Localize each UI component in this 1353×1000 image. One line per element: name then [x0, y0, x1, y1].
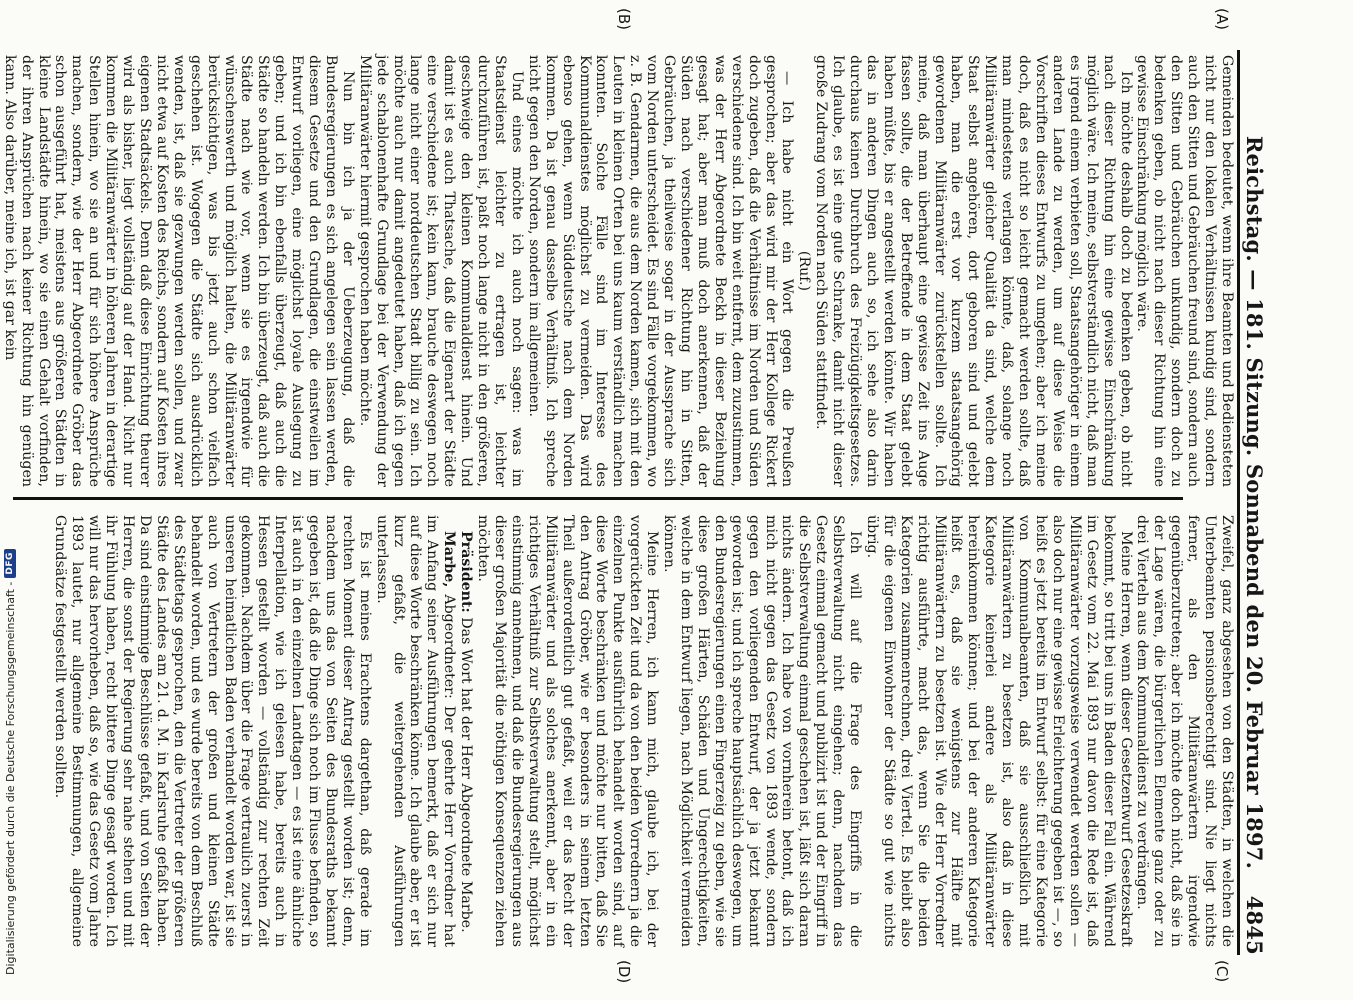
margin-mark-c: (C): [1213, 960, 1231, 983]
right-text-column: [52, 515, 1235, 947]
margin-mark-d: (D): [615, 960, 633, 984]
president-remark: [457, 515, 474, 947]
paragraph: Nun bin ich ja der Ueberzeugung, daß die Bundesregierungen es sich angelegen sein lassen werden, diesem Gesetze und den Grundlagen, die einstweilen im Entwurf vorliegen, eine möglichst loyale Auslegung zu geben; und ich bin ebenfalls überzeugt, daß auch die Städte so handeln werden. Ich bin überzeugt, daß auch die Städte nach wie vor, wenn sie es irgendwie für wünschenswerth und möglich halten, die Militäranwärter berücksichtigen, was bis jetzt auch schon vielfach geschehen ist. Wogegen die Städte sich ausdrücklich wenden, ist, daß sie gezwungen werden sollen, und zwar nicht etwa auf Kosten des Reichs, sondern auf Kosten ihres eigenen Stadtsäckels. Denn daß diese Einrichtung theurer wird als bisher, liegt vollständig auf der Hand. Nicht nur kommen die Militäranwärter in höheren Jahren in derartige Stellen hinein, wo sie an und für sich höhere Ansprüche machen, sondern, wie der Herr Abgeordnete Gröber das schon ausgeführt hat, meistens aus größeren Städten in kleine Landstädte hinein, wo sie einen Gehalt vorfinden, der ihren Ansprüchen nach keiner Richtung hin genügen kann. Also darüber, meine ich, ist gar kein: [1, 55, 356, 487]
margin-mark-b: (B): [615, 8, 633, 30]
paragraph: Und eines möchte ich auch noch sagen: was im Staatsdienst leichter zu ertragen ist, leichter durchzuführen ist, paßt noch lange nicht in den größeren, geschweige den kleinen Kommunaldienst hinein. Und damit ist es auch Thatsache, daß die Eigenart der Städte eine verschiedene ist; kein kann, brauche deswegen noch lange nicht einer norddeutschen Stadt billig zu sein. Ich möchte auch nur damit angedeutet haben, daß ich gegen jede schablonenhafte Grundlage bei der Verwendung der Militäranwärter hiermit gesprochen haben möchte.: [356, 55, 525, 487]
president-text: Das Wort hat der Herr Abgeordnete Marbe.: [458, 617, 475, 933]
paragraph: Es ist meines Erachtens dargethan, daß gerade im rechten Moment dieser Antrag gestellt worden ist; denn, nachdem uns das von Seiten des Bundesraths bekannt gegeben ist, daß die Dinge sich noch im Flusse befinden, so ist auch in den einzelnen Landtagen — es ist eine ähnliche Interpellation, wie ich gelesen habe, bereits auch in Hessen gestellt worden — vollständig zur rechten Zeit gekommen. Nachdem über die Frage vertraulich zuerst in unseren heimatlichen Baden verhandelt worden war, ist sie auch von Vertretern der großen und kleinen Städte behandelt worden, und es wurde bereits von dem Beschluß des Städtetags gesprochen, den die Vertreter der größeren Städte des Landes am 21. d. M. in Karlsruhe gefaßt haben. Da sind einstimmige Beschlüsse gefaßt, und von Seiten der Herren, die sonst der Regierung sehr nahe stehen und mit ihr Fühlung haben, recht bittere Dinge gesagt worden. Ich will nur das hervorheben, daß so, wie das Gesetz vom Jahre 1893 lautet, nur allgemeine Bestimmungen, allgemeine Grundsätze festgestellt werden sollten.: [52, 515, 373, 947]
paragraph: — Ich habe nicht ein Wort gegen die Preußen gesprochen; aber das wird mir der Herr Kollege Rickert doch zugeben, daß die Verhältnisse im Norden und Süden verschiedene sind. Ich bin weit entfernt, dem zuzustimmen, was der Herr Abgeordnete Beckh in dieser Beziehung gesagt hat; aber man muß doch anerkennen, daß der Süden nach verschiedener Richtung hin in Sitten, Gebräuchen, ja theilweise sogar in der Aussprache sich vom Norden unterscheidet. Es sind Fälle vorgekommen, wo z. B. Gendarmen, die aus dem Norden kamen, sich mit den Leuten in kleinen Orten bei uns kaum verständlich machen konnten. Solche Fälle sind im Interesse des Kommunaldienstes möglichst zu vermeiden. Das wird ebenso gehen, wenn Süddeutsche nach dem Norden kommen. Da ist genau dasselbe Verhältniß. Ich spreche nicht gegen den Norden, sondern im allgemeinen.: [525, 55, 796, 487]
digitization-credit: [0, 0, 22, 1000]
credit-text: Digitalisierung gefördert durch die Deutsche Forschungsgemeinschaft -: [3, 581, 17, 975]
header-title: Reichstag. — 181. Sitzung. Sonnabend den 20. Februar 1897.: [1242, 135, 1267, 870]
column-divider: [13, 497, 1183, 500]
interjection: (Ruf.): [796, 250, 813, 292]
paragraph: Zweifel, ganz abgesehen von den Städten, in welchen die Unterbeamten pensionsberechtigt sind. Nie liegt nichts ferner, als den Militäranwärtern irgendwie gegenüberzutreten; aber ich möchte doch nicht, daß sie in der Lage wären, die bürgerlichen Elemente ganz oder zu drei Vierteln aus dem Kommunaldienst zu verdrängen.: [1134, 515, 1235, 947]
paragraph: Gemeinden bedeutet, wenn ihre Beamten und Bediensteten nicht nur den lokalen Verhältnissen kundig sind, sondern auch den Sitten und Gebräuchen freund sind, sondern auch den Sitten und Gebräuchen unkundig, sondern doch zu bedenken geben, ob nicht nach dieser Richtung hin eine gewisse Einschränkung möglich wäre.: [1134, 55, 1235, 487]
page-header: [1241, 50, 1267, 955]
speaker-label: Marbe,: [441, 531, 458, 588]
paragraph: Meine Herren, wenn dieser Gesetzentwurf Gesetzeskraft bekommt, so tritt bei uns in Baden dieser Fall ein. Während im Gesetz vom 22. Mai 1893 nur davon die Rede ist, daß Militäranwärter vorzugsweise verwendet werden sollen — also doch nur eine gewisse Erleichterung gegeben ist —, so heißt es jetzt bereits im Entwurf selbst: für eine Kategorie von Kommunalbeamten, daß sie ausschließlich mit Militäranwärtern zu besetzen ist, also daß in diese Kategorie keinerlei andere als Militäranwärter hereinkommen können; und bei der anderen Kategorie heißt es, daß sie wenigstens zur Hälfte mit Militäranwärtern zu besetzen ist. Wie der Herr Vorredner richtig ausführte, macht das, wenn Sie die beiden Kategorien zusammenrechnen, drei Viertel. Es bleibt also für die eigenen Einwohner der Städte so gut wie nichts übrig.: [863, 515, 1134, 947]
paragraph: Ich möchte deshalb doch zu bedenken geben, ob nicht nach dieser Richtung hin eine gewisse Einschränkung möglich wäre. Ich meine, selbstverständlich nicht, daß man es irgend einem verbieten soll, Staatsangehöriger in einem anderen Lande zu werden, um auf diese Weise die Vorschriften dieses Entwurfs zu umgehen; aber ich meine doch, daß es nicht so leicht gemacht werden sollte, daß man mindestens verlangen könnte, daß, solange noch Militäranwärter gleicher Qualität da sind, welche dem Staat selbst angehören, dort geboren sind und gelebt haben, man die erst vor kurzem staatsangehörig gewordenen Militäranwärter zurückstellen sollte. Ich meine, daß man überhaupt eine gewisse Zeit ins Auge fassen sollte, die der Betreffende in dem Staat gelebt haben müßte, bis er angestellt werden könnte. Wir haben das in anderen Dingen auch so, ich sehe also darin durchaus keinen Durchbruch des Freizügigkeitsgesetzes. Ich glaube, es ist eine gute Schranke, damit nicht dieser große Zudrang vom Norden nach Süden stattfindet.: [813, 55, 1134, 487]
paragraph: Ich will auf die Frage des Eingriffs in die Selbstverwaltung nicht eingehen; denn, nachdem das Gesetz einmal gemacht und publizirt ist und der Eingriff in die Selbstverwaltung einmal geschehen ist, läßt sich daran nichts ändern. Ich habe von vornherein betont, daß ich mich nicht gegen das Gesetz von 1893 wende, sondern gegen den vorliegenden Entwurf, der ja jetzt bekannt geworden ist; und ich spreche hauptsächlich deswegen, um den Bundesregierungen einen Fingerzeig zu geben, wie sie diese großen Härten, Schäden und Ungerechtigkeiten, welche in dem Entwurf liegen, nach Möglichkeit vermeiden können.: [661, 515, 864, 947]
paragraph: Meine Herren, ich kann mich, glaube ich, bei der vorgerückten Zeit und da von den beiden Vorrednern ja die einzelnen Punkte ausführlich behandelt worden sind, auf diese Worte beschränken und möchte nur bitten, daß Sie den Antrag Gröber, wie er besonders in seinem letzten Theil außerordentlich gut gefaßt, weil er das Recht der Militäranwärter und als solches anerkennt, aber in ein richtiges Verhältniß zur Selbstverwaltung stellt, möglichst einstimmig annehmen, und daß die Bundesregierungen aus dieser großen Majorität die nöthigen Konsequenzen ziehen möchten.: [475, 515, 661, 947]
page-number: 4845: [1242, 895, 1267, 955]
dfg-logo: DFG: [4, 549, 16, 578]
margin-mark-a: (A): [1213, 8, 1231, 30]
speaker-remark: [373, 515, 458, 947]
left-text-column: [1, 55, 1235, 487]
header-rule: [1237, 50, 1240, 955]
president-label: Präsident:: [458, 531, 475, 613]
speaker-text: Abgeordneter: Der geehrte Herr Vorredner hat im Anfang seiner Ausführungen bemerkt, daß er sich nur auf diese Worte beschränken könne. Ich glaube aber, er ist kurz gefaßt, die weitergehenden Ausführungen unterlassen.: [373, 515, 458, 947]
